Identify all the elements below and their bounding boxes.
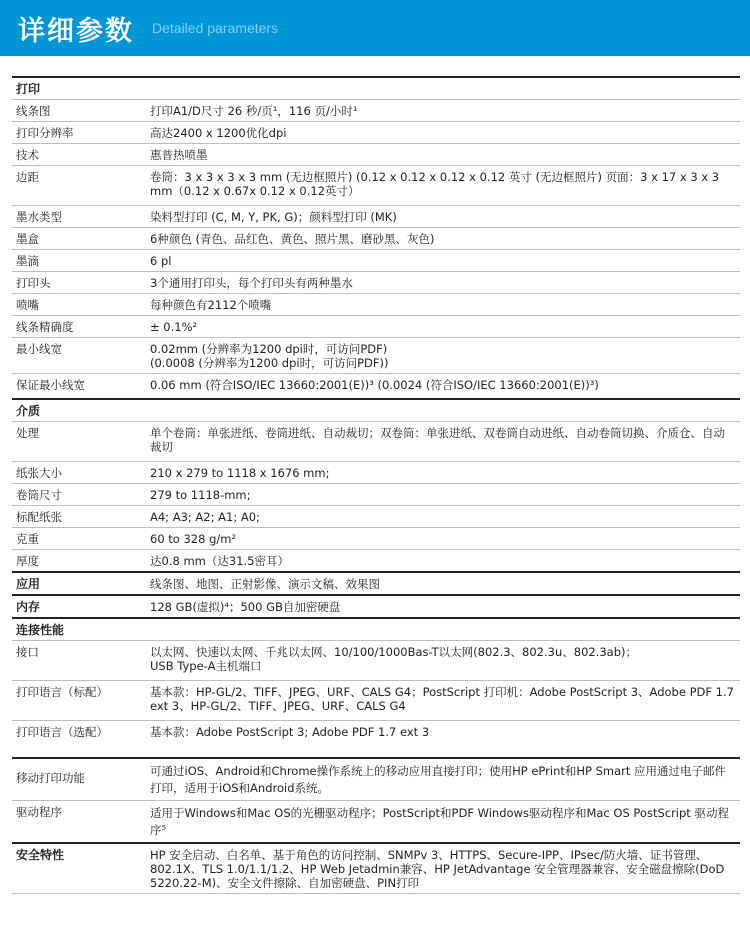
spec-value: 可通过iOS、Android和Chrome操作系统上的移动应用直接打印；使用HP ePrint和HP Smart 应用通过电子邮件打印，适用于iOS和Android系统。	[150, 764, 727, 795]
spec-value: 线条图、地图、正射影像、演示文稿、效果图	[150, 577, 380, 591]
spec-row	[12, 374, 740, 400]
spec-label: 墨滴	[16, 254, 39, 268]
spec-label: 墨盒	[16, 232, 39, 246]
spec-row	[12, 506, 740, 528]
spec-label: 线条图	[16, 104, 51, 118]
spec-label: 卷筒尺寸	[16, 488, 62, 502]
spec-value	[150, 78, 740, 99]
spec-value: 210 x 279 to 1118 x 1676 mm;	[150, 466, 330, 480]
spec-value: 打印A1/D尺寸 26 秒/页¹，116 页/小时¹	[150, 104, 358, 118]
spec-label: 标配纸张	[16, 510, 62, 524]
spec-row	[12, 122, 740, 144]
spec-value: 基本款：Adobe PostScript 3; Adobe PDF 1.7 ext 3	[150, 725, 430, 739]
spec-row	[12, 759, 740, 801]
spec-row	[12, 316, 740, 338]
spec-row	[12, 681, 740, 721]
spec-label: 纸张大小	[16, 466, 62, 480]
spec-value: 128 GB(虚拟)⁴；500 GB自加密硬盘	[150, 600, 341, 614]
spec-label: 处理	[16, 426, 39, 440]
spec-label: 驱动程序	[16, 805, 62, 819]
spec-label: 喷嘴	[16, 298, 39, 312]
spec-label: 移动打印功能	[16, 771, 85, 785]
spec-value: HP 安全启动、白名单、基于角色的访问控制、SNMPv 3、HTTPS、Secure-IPP、IPsec/防火墙、证书管理、802.1X、TLS 1.0/1.1/1.2、HP Web Jetadmin兼容、HP JetAdvantage 安全管理器兼容、安全磁盘擦除(DoD 5220.22-M)、安全文件擦除、自加密硬盘、PIN打印	[150, 848, 725, 890]
spec-value: 以太网、快速以太网、千兆以太网、10/100/1000Bas-T以太网(802.3、802.3u、802.3ab)； USB Type-A主机端口	[150, 645, 638, 673]
spec-row	[12, 294, 740, 316]
spec-row	[12, 422, 740, 462]
spec-row	[12, 462, 740, 484]
spec-value: 60 to 328 g/m²	[150, 532, 237, 546]
spec-row	[12, 400, 740, 422]
spec-value	[150, 619, 740, 640]
page-header	[0, 0, 750, 56]
spec-label: 接口	[16, 645, 39, 659]
spec-row	[12, 144, 740, 166]
spec-row	[12, 484, 740, 506]
spec-row	[12, 801, 740, 844]
spec-value: 0.02mm (分辨率为1200 dpi时，可访问PDF) (0.0008 (分辨率为1200 dpi时，可访问PDF))	[150, 342, 389, 370]
spec-label: 打印头	[16, 276, 51, 290]
spec-label: 技术	[16, 148, 39, 162]
spec-value: A4; A3; A2; A1; A0;	[150, 510, 260, 524]
page-subtitle: Detailed parameters	[152, 20, 279, 36]
spec-row	[12, 573, 740, 596]
spec-label: 保证最小线宽	[16, 378, 85, 392]
spec-label: 打印分辨率	[16, 126, 74, 140]
spec-label: 墨水类型	[16, 210, 62, 224]
spec-label: 连接性能	[16, 623, 65, 637]
spec-row	[12, 596, 740, 619]
spec-row	[12, 166, 740, 206]
spec-row	[12, 844, 740, 894]
spec-row	[12, 250, 740, 272]
spec-value: 单个卷筒：单张进纸、卷筒进纸、自动裁切；双卷筒：单张进纸、双卷筒自动进纸、自动卷筒切换、介质仓、自动裁切	[150, 426, 725, 454]
spec-value: 基本款：HP-GL/2、TIFF、JPEG、URF、CALS G4；PostScript 打印机：Adobe PostScript 3、Adobe PDF 1.7 ext 3、HP-GL/2、TIFF、JPEG、URF、CALS G4	[150, 685, 734, 713]
spec-label: 内存	[16, 600, 41, 614]
spec-label: 边距	[16, 170, 39, 184]
spec-value: 适用于Windows和Mac OS的光栅驱动程序；PostScript和PDF Windows驱动程序和Mac OS PostScript 驱动程序⁵	[150, 806, 729, 837]
spec-value: 279 to 1118-mm;	[150, 488, 251, 502]
spec-label: 介质	[16, 404, 41, 418]
spec-label: 应用	[16, 577, 41, 591]
page-title: 详细参数	[18, 15, 134, 47]
spec-label: 厚度	[16, 554, 39, 568]
spec-label: 克重	[16, 532, 39, 546]
spec-value	[150, 400, 740, 421]
spec-value: 每种颜色有2112个喷嘴	[150, 298, 272, 312]
spec-label: 线条精确度	[16, 320, 74, 334]
spec-value: 高达2400 x 1200优化dpi	[150, 126, 287, 140]
spec-value: ± 0.1%²	[150, 320, 198, 334]
spec-label: 最小线宽	[16, 342, 62, 356]
spec-label: 打印语言（选配）	[16, 725, 108, 739]
spec-row	[12, 550, 740, 573]
spec-table	[0, 56, 750, 894]
spec-value: 3个通用打印头，每个打印头有两种墨水	[150, 276, 353, 290]
spec-label: 安全特性	[16, 848, 65, 862]
spec-row	[12, 338, 740, 374]
spec-value: 达0.8 mm（达31.5密耳）	[150, 554, 289, 568]
spec-row	[12, 641, 740, 681]
spec-value: 6 pl	[150, 254, 172, 268]
spec-value: 染料型打印 (C, M, Y, PK, G)；颜料型打印 (MK)	[150, 210, 397, 224]
spec-value: 6种颜色 (青色、品红色、黄色、照片黑、磨砂黑、灰色)	[150, 232, 435, 246]
spec-value: 0.06 mm (符合ISO/IEC 13660:2001(E))³ (0.0024 (符合ISO/IEC 13660:2001(E))³)	[150, 378, 599, 392]
spec-label: 打印	[16, 82, 41, 96]
spec-row	[12, 721, 740, 759]
spec-value: 卷筒：3 x 3 x 3 x 3 mm (无边框照片) (0.12 x 0.12 x 0.12 x 0.12 英寸 (无边框照片) 页面：3 x 17 x 3 x 3 mm（0.12 x 0.67x 0.12 x 0.12英寸）	[150, 170, 720, 198]
spec-row	[12, 78, 740, 100]
spec-value: 惠普热喷墨	[150, 148, 208, 162]
spec-row	[12, 100, 740, 122]
spec-label: 打印语言（标配）	[16, 685, 108, 699]
spec-row	[12, 206, 740, 228]
spec-row	[12, 528, 740, 550]
spec-row	[12, 619, 740, 641]
spec-row	[12, 228, 740, 250]
spec-row	[12, 272, 740, 294]
